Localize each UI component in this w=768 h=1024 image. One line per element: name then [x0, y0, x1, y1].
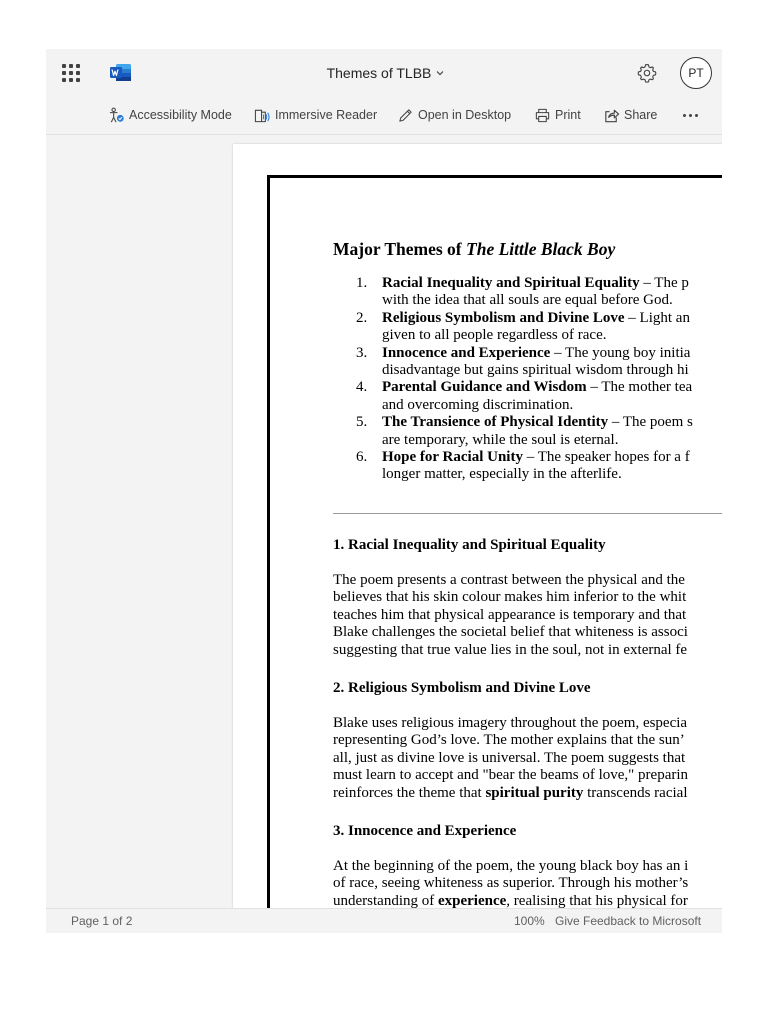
accessibility-icon: [108, 107, 125, 124]
document-canvas[interactable]: [46, 136, 722, 908]
accessibility-mode-label: Accessibility Mode: [129, 108, 232, 122]
section-paragraph: At the beginning of the poem, the young black boy has an i of race, seeing whiteness as superior. Through his mother’s understanding of experience, realising that his physical for: [333, 857, 689, 908]
document-content: [333, 239, 722, 908]
word-logo-icon[interactable]: [110, 63, 132, 82]
user-avatar[interactable]: PT: [680, 57, 712, 89]
word-online-window: [46, 49, 722, 933]
more-options-icon[interactable]: [680, 105, 700, 125]
pencil-icon: [397, 107, 414, 124]
section-heading: 1. Racial Inequality and Spiritual Equality: [333, 536, 606, 553]
document-title: Themes of TLBB: [326, 65, 432, 81]
status-bar: [46, 908, 722, 933]
section-heading: 2. Religious Symbolism and Divine Love: [333, 679, 591, 696]
print-button[interactable]: [534, 105, 581, 125]
immersive-reader-icon: [254, 107, 271, 124]
list-item: 6. Hope for Racial Unity – The speaker hopes for a f longer matter, especially in the afterlife.: [356, 449, 690, 483]
page-count: Page 1 of 2: [71, 914, 133, 928]
section-paragraph: Blake uses religious imagery throughout the poem, especia representing God’s love. The mother explains that the sun’ all, just as divine love is universal. The poem suggests that must learn to accept and "bear the beams of love," preparin reinforces the theme that spiritual purity transcends racial: [333, 714, 689, 801]
printer-icon: [534, 107, 551, 124]
reading-toolbar: [46, 95, 722, 135]
feedback-link[interactable]: Give Feedback to Microsoft: [555, 914, 702, 928]
section-heading: 3. Innocence and Experience: [333, 822, 517, 839]
horizontal-rule: [333, 513, 722, 514]
list-item: 1. Racial Inequality and Spiritual Equality – The p with the idea that all souls are equal before God.: [356, 275, 689, 309]
open-in-desktop-label: Open in Desktop: [418, 108, 512, 122]
app-launcher-icon[interactable]: [62, 64, 80, 82]
document-page: [233, 144, 722, 908]
document-heading: Major Themes of The Little Black Boy: [333, 239, 616, 259]
share-button[interactable]: [603, 105, 657, 125]
share-icon: [603, 107, 620, 124]
share-label: Share: [624, 108, 658, 122]
section-paragraph: The poem presents a contrast between the physical and the believes that his skin colour makes him inferior to the whit teaches him that physical appearance is temporary and that Blake challenges the societal belief that whiteness is associ suggesting that true value lies in the soul, not in external fe: [333, 571, 688, 658]
list-item: 3. Innocence and Experience – The young boy initia disadvantage but gains spiritual wisdom through hi: [356, 344, 691, 379]
print-label: Print: [555, 108, 581, 122]
title-bar: [46, 49, 722, 95]
list-item: 5. The Transience of Physical Identity – The poem s are temporary, while the soul is eternal.: [356, 414, 693, 448]
list-item: 2. Religious Symbolism and Divine Love – Light an given to all people regardless of race.: [356, 309, 690, 344]
settings-gear-icon[interactable]: [636, 62, 658, 84]
immersive-reader-button[interactable]: [254, 105, 377, 125]
themes-list: [333, 275, 722, 484]
zoom-level[interactable]: 100%: [514, 914, 545, 928]
document-title-dropdown[interactable]: [306, 62, 466, 84]
immersive-reader-label: Immersive Reader: [275, 108, 378, 122]
list-item: 4. Parental Guidance and Wisdom – The mother tea and overcoming discrimination.: [356, 379, 693, 413]
open-in-desktop-button[interactable]: [397, 105, 511, 125]
chevron-down-icon: [435, 68, 445, 78]
accessibility-mode-button[interactable]: [108, 105, 232, 125]
